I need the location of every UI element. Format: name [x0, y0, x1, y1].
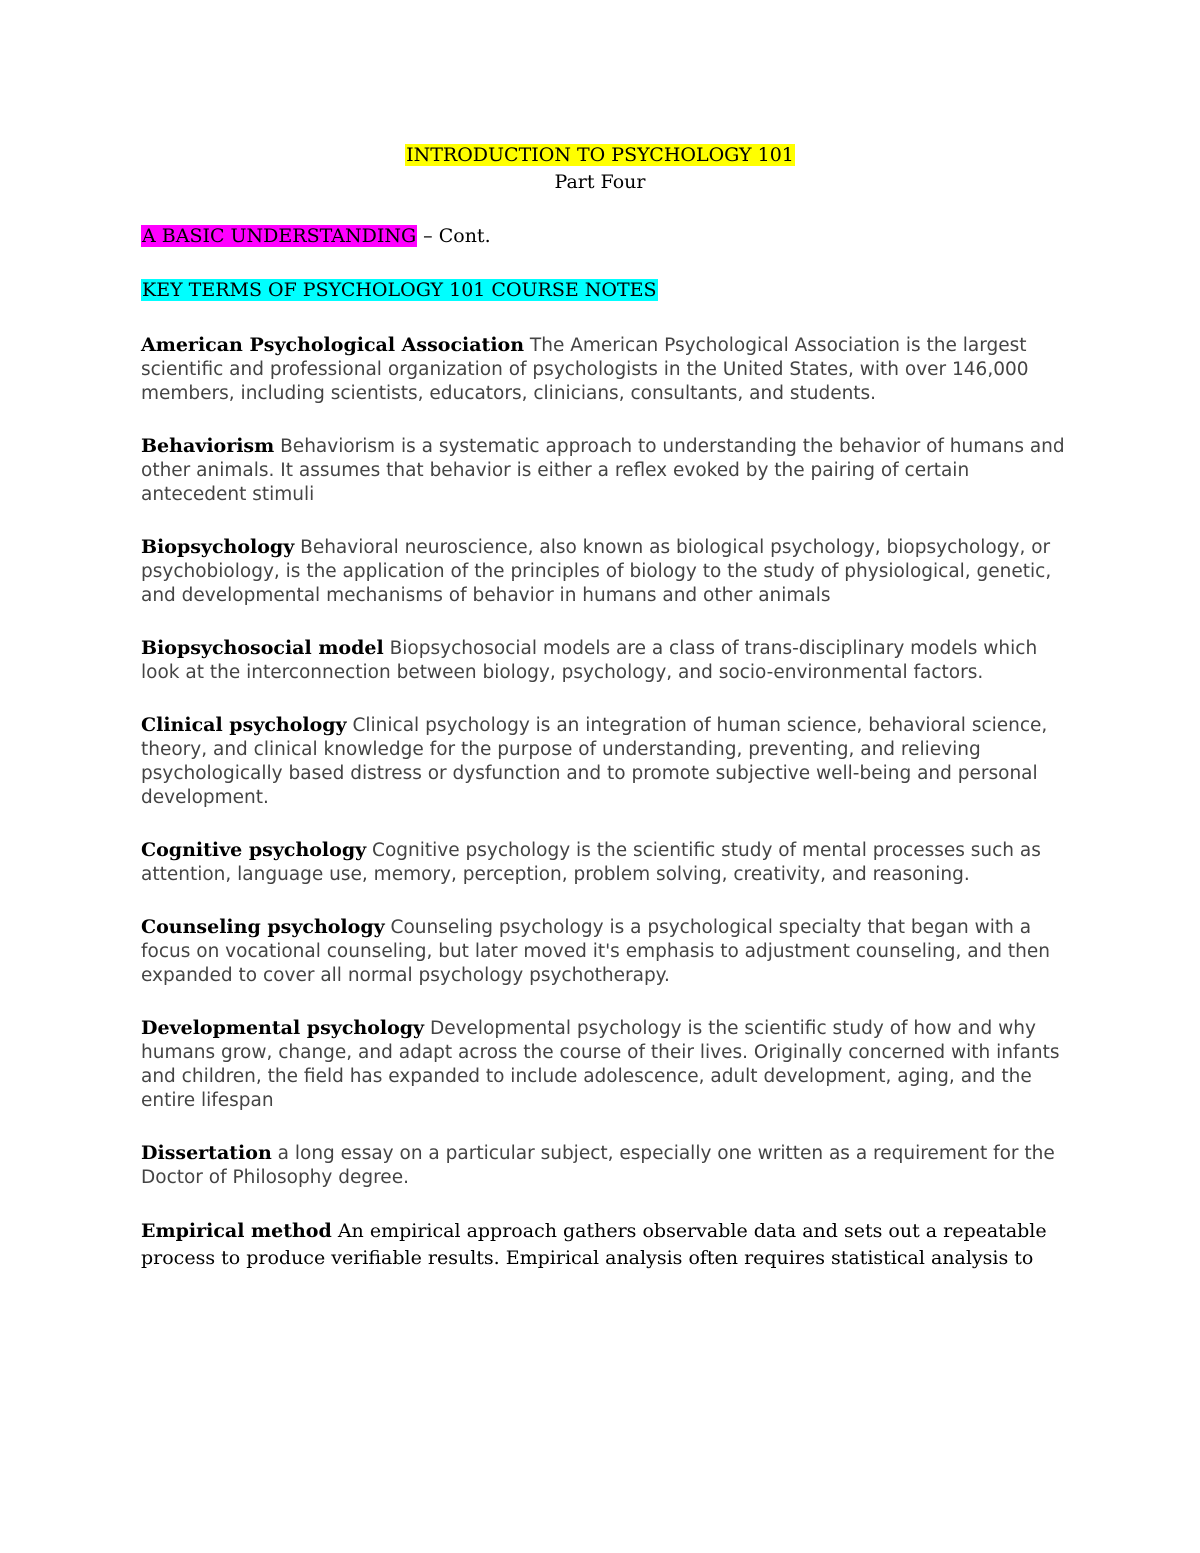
term-name: Counseling psychology	[141, 916, 385, 938]
term-definition: a long essay on a particular subject, especially one written as a requirement for the Doctor of Philosophy degree.	[141, 1143, 1055, 1188]
term-biopsychosocial-model	[141, 636, 1071, 685]
page-subtitle: Part Four	[554, 171, 646, 193]
term-name: Biopsychology	[141, 536, 295, 558]
term-dissertation	[141, 1141, 1071, 1190]
term-american-psychological-association	[141, 333, 1071, 406]
title-block	[0, 142, 1200, 196]
term-definition: Developmental psychology is the scientific study of how and why humans grow, change, and adapt across the course of their lives. Originally concerned with infants and children, the field has expanded to include adolescence, adult development, aging, and the entire lifespan	[141, 1018, 1060, 1111]
term-definition: Behavioral neuroscience, also known as biological psychology, biopsychology, or psychobiology, is the application of the principles of biology to the study of physiological, genetic, and developmental mechanisms of behavior in humans and other animals	[141, 537, 1052, 606]
page-title: INTRODUCTION TO PSYCHOLOGY 101	[406, 144, 794, 166]
term-counseling-psychology	[141, 915, 1071, 988]
term-cognitive-psychology	[141, 838, 1071, 887]
term-name: Cognitive psychology	[141, 839, 367, 861]
term-name: Developmental psychology	[141, 1017, 425, 1039]
term-name: Biopsychosocial model	[141, 637, 384, 659]
term-name: Dissertation	[141, 1142, 272, 1164]
term-definition: Clinical psychology is an integration of human science, behavioral science, theory, and clinical knowledge for the purpose of understanding, preventing, and relieving psychologically based distress or dysfunction and to promote subjective well-being and personal development.	[141, 715, 1048, 808]
term-behaviorism	[141, 434, 1071, 507]
term-clinical-psychology	[141, 713, 1071, 810]
key-terms-label: KEY TERMS OF PSYCHOLOGY 101 COURSE NOTES	[142, 279, 657, 301]
term-definition: The American Psychological Association is the largest scientific and professional organization of psychologists in the United States, with over 146,000 members, including scientists, educators, clinicians, consultants, and students.	[141, 335, 1029, 404]
term-empirical-method	[141, 1218, 1071, 1272]
term-definition: Biopsychosocial models are a class of trans-disciplinary models which look at the interconnection between biology, psychology, and socio-environmental factors.	[141, 638, 1038, 683]
term-name: Behaviorism	[141, 435, 275, 457]
term-definition: Cognitive psychology is the scientific study of mental processes such as attention, language use, memory, perception, problem solving, creativity, and reasoning.	[141, 840, 1041, 885]
term-name: Empirical method	[141, 1220, 332, 1242]
term-name: Clinical psychology	[141, 714, 347, 736]
key-terms-heading	[141, 277, 658, 304]
basic-understanding-suffix: – Cont.	[417, 225, 491, 247]
term-definition: An empirical approach gathers observable data and sets out a repeatable process to produce verifiable results. Empirical analysis often requires statistical analysis to	[141, 1220, 1047, 1269]
term-definition: Behaviorism is a systematic approach to understanding the behavior of humans and other animals. It assumes that behavior is either a reflex evoked by the pairing of certain antecedent stimuli	[141, 436, 1065, 505]
term-biopsychology	[141, 535, 1071, 608]
term-developmental-psychology	[141, 1016, 1071, 1113]
term-name: American Psychological Association	[141, 334, 525, 356]
basic-understanding-label: A BASIC UNDERSTANDING	[142, 225, 417, 247]
term-definition: Counseling psychology is a psychological specialty that began with a focus on vocational counseling, but later moved it's emphasis to adjustment counseling, and then expanded to cover all normal psychology psychotherapy.	[141, 917, 1051, 986]
key-terms-list	[141, 333, 1071, 1300]
basic-understanding-heading	[141, 223, 491, 250]
